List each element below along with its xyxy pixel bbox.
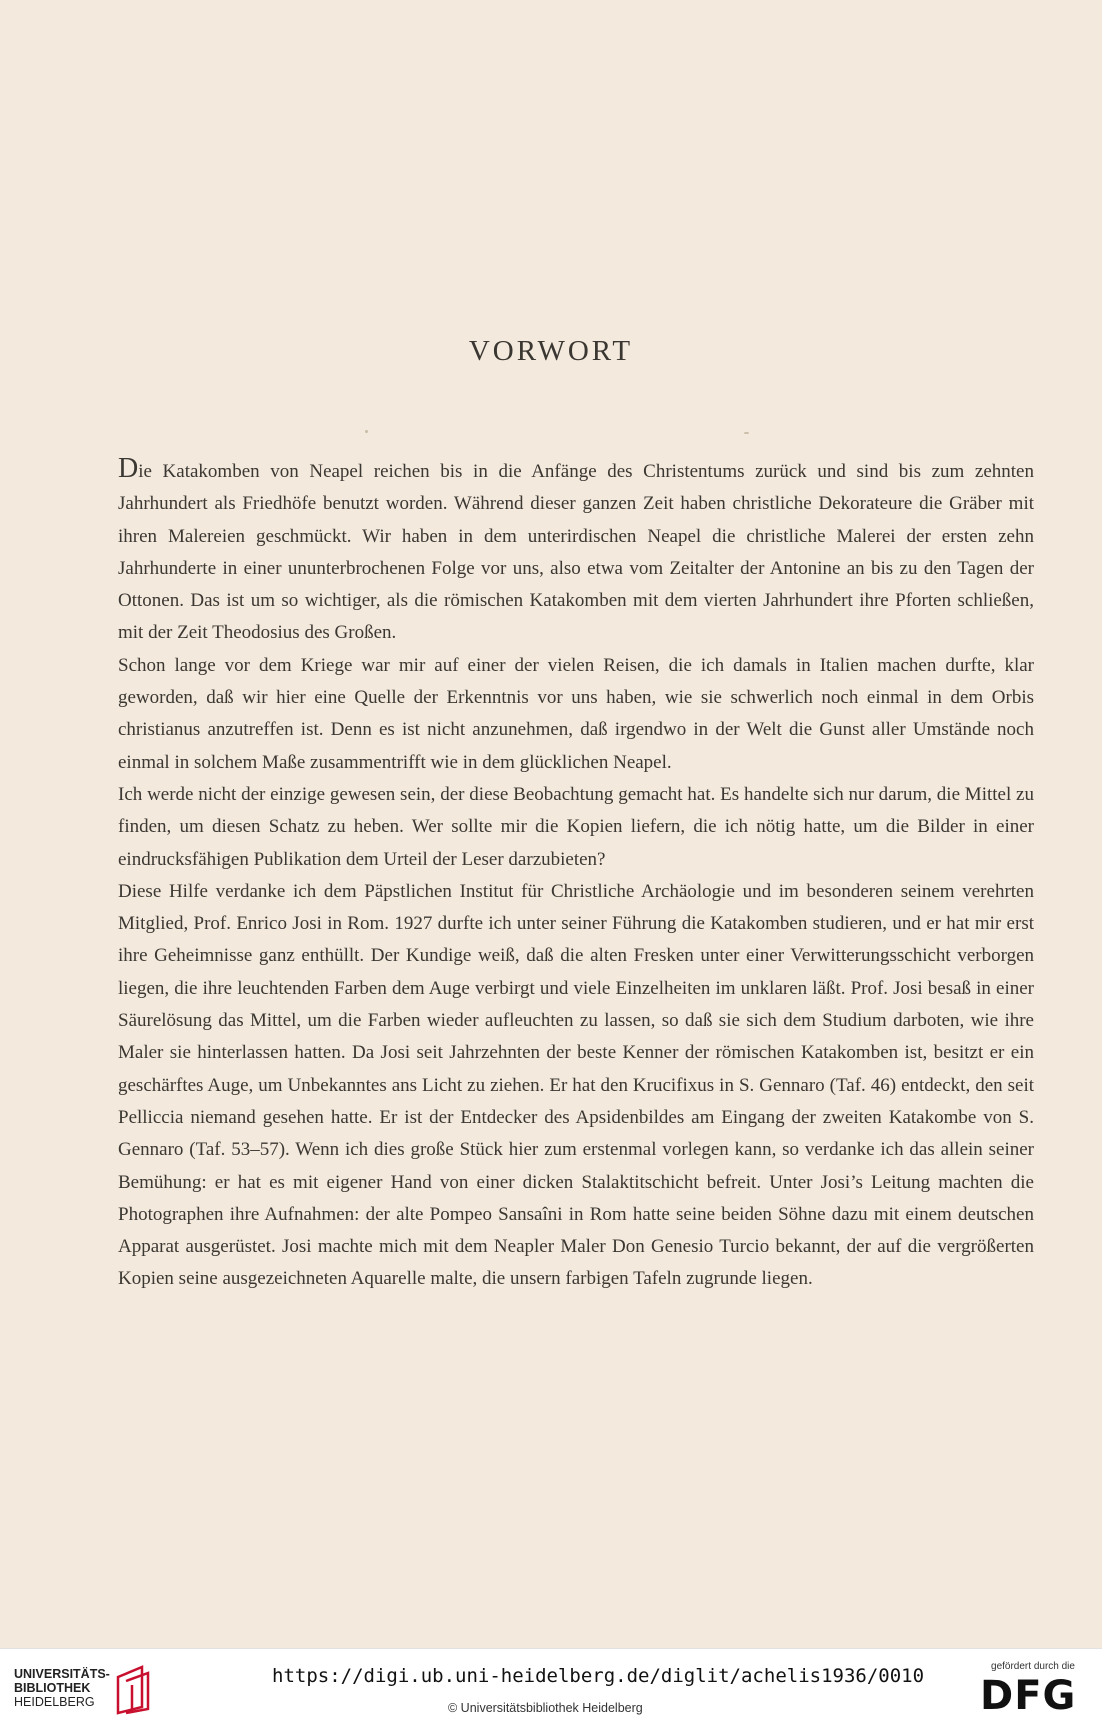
copyright-notice: © Universitätsbibliothek Heidelberg — [448, 1701, 643, 1715]
funding-label: gefördert durch die — [991, 1661, 1075, 1672]
library-name — [14, 1667, 110, 1709]
paper-speck — [365, 430, 368, 433]
paragraph-text: ie Katakomben von Neapel reichen bis in die Anfänge des Christentums zurück und sind bis zum zehnten Jahrhundert als Friedhöfe benutzt worden. Während dieser ganzen Zeit haben christliche Dekorateure die Gräber mit ihren Malereien geschmückt. Wir haben in dem unterirdischen Neapel die christliche Malerei der ersten zehn Jahrhunderte in einer ununterbrochenen Folge vor uns, also etwa vom Zeitalter der Antonine an bis zu den Tagen der Ottonen. Das ist um so wichtiger, als die römischen Katakomben mit dem vierten Jahrhundert ihre Pforten schließen, mit der Zeit Theodosius des Großen. — [118, 461, 1034, 644]
library-name-line: UNIVERSITÄTS- — [14, 1667, 110, 1681]
paragraph: Ich werde nicht der einzige gewesen sein, der diese Beobachtung gemacht hat. Es handelte sich nur darum, die Mittel zu finden, um diesen Schatz zu heben. Wer sollte mir die Kopien liefern, die ich nötig hatte, um die Bilder in einer eindrucksfähigen Publikation dem Urteil der Leser darzubieten? — [118, 783, 1034, 870]
library-logo-icon — [112, 1663, 154, 1715]
body-text — [118, 453, 1034, 1296]
footer-bar — [0, 1648, 1102, 1731]
dfg-logo: DFG — [980, 1673, 1077, 1719]
library-name-line: BIBLIOTHEK — [14, 1681, 91, 1695]
library-name-line: HEIDELBERG — [14, 1695, 95, 1709]
page-title: VORWORT — [468, 335, 634, 367]
paragraph — [118, 453, 1034, 650]
permalink-url[interactable]: https://digi.ub.uni-heidelberg.de/diglit/achelis1936/0010 — [272, 1665, 925, 1687]
paragraph: Schon lange vor dem Kriege war mir auf einer der vielen Reisen, die ich damals in Italien machen durfte, klar geworden, daß wir hier eine Quelle der Erkenntnis vor uns haben, wie sie schwerlich noch einmal in dem Orbis christianus anzutreffen ist. Denn es ist nicht anzunehmen, daß irgendwo in der Welt die Gunst aller Umstände noch einmal in solchem Maße zusammentrifft wie in dem glücklichen Neapel. — [118, 654, 1034, 773]
paragraph: Diese Hilfe verdanke ich dem Päpstlichen Institut für Christliche Archäologie und im besonderen seinem verehrten Mitglied, Prof. Enrico Josi in Rom. 1927 durfte ich unter seiner Führung die Katakomben studieren, und er hat mir erst ihre Geheimnisse ganz enthüllt. Der Kundige weiß, daß die alten Fresken unter einer Verwitterungsschicht verborgen liegen, die ihre leuchtenden Farben dem Auge verbirgt und viele Einzelheiten im unklaren läßt. Prof. Josi besaß in einer Säurelösung das Mittel, um die Farben wieder aufleuchten zu lassen, so daß sie sich dem Studium darboten, wie ihre Maler sie hinterlassen hatten. Da Josi seit Jahrzehnten der beste Kenner der römischen Katakomben ist, besitzt er ein geschärftes Auge, um Unbekanntes ans Licht zu ziehen. Er hat den Krucifixus in S. Gennaro (Taf. 46) entdeckt, den seit Pelliccia niemand gesehen hatte. Er ist der Entdecker des Apsidenbildes am Eingang der zweiten Katakombe von S. Gennaro (Taf. 53–57). Wenn ich dies große Stück hier zum erstenmal vorlegen kann, so verdanke ich das allein seiner Bemühung: er hat es mit eigener Hand von einer dicken Stalaktitschicht befreit. Unter Josi’s Leitung machten die Photographen ihre Aufnahmen: der alte Pompeo Sansaîni in Rom hatte seine beiden Söhne dazu mit einem deutschen Apparat ausgerüstet. Josi machte mich mit dem Neapler Maler Don Genesio Turcio bekannt, der auf die vergrößerten Kopien seine ausgezeichneten Aquarelle malte, die unsern farbigen Tafeln zugrunde liegen. — [118, 880, 1034, 1290]
paper-speck — [744, 432, 749, 434]
drop-cap: D — [118, 453, 139, 484]
